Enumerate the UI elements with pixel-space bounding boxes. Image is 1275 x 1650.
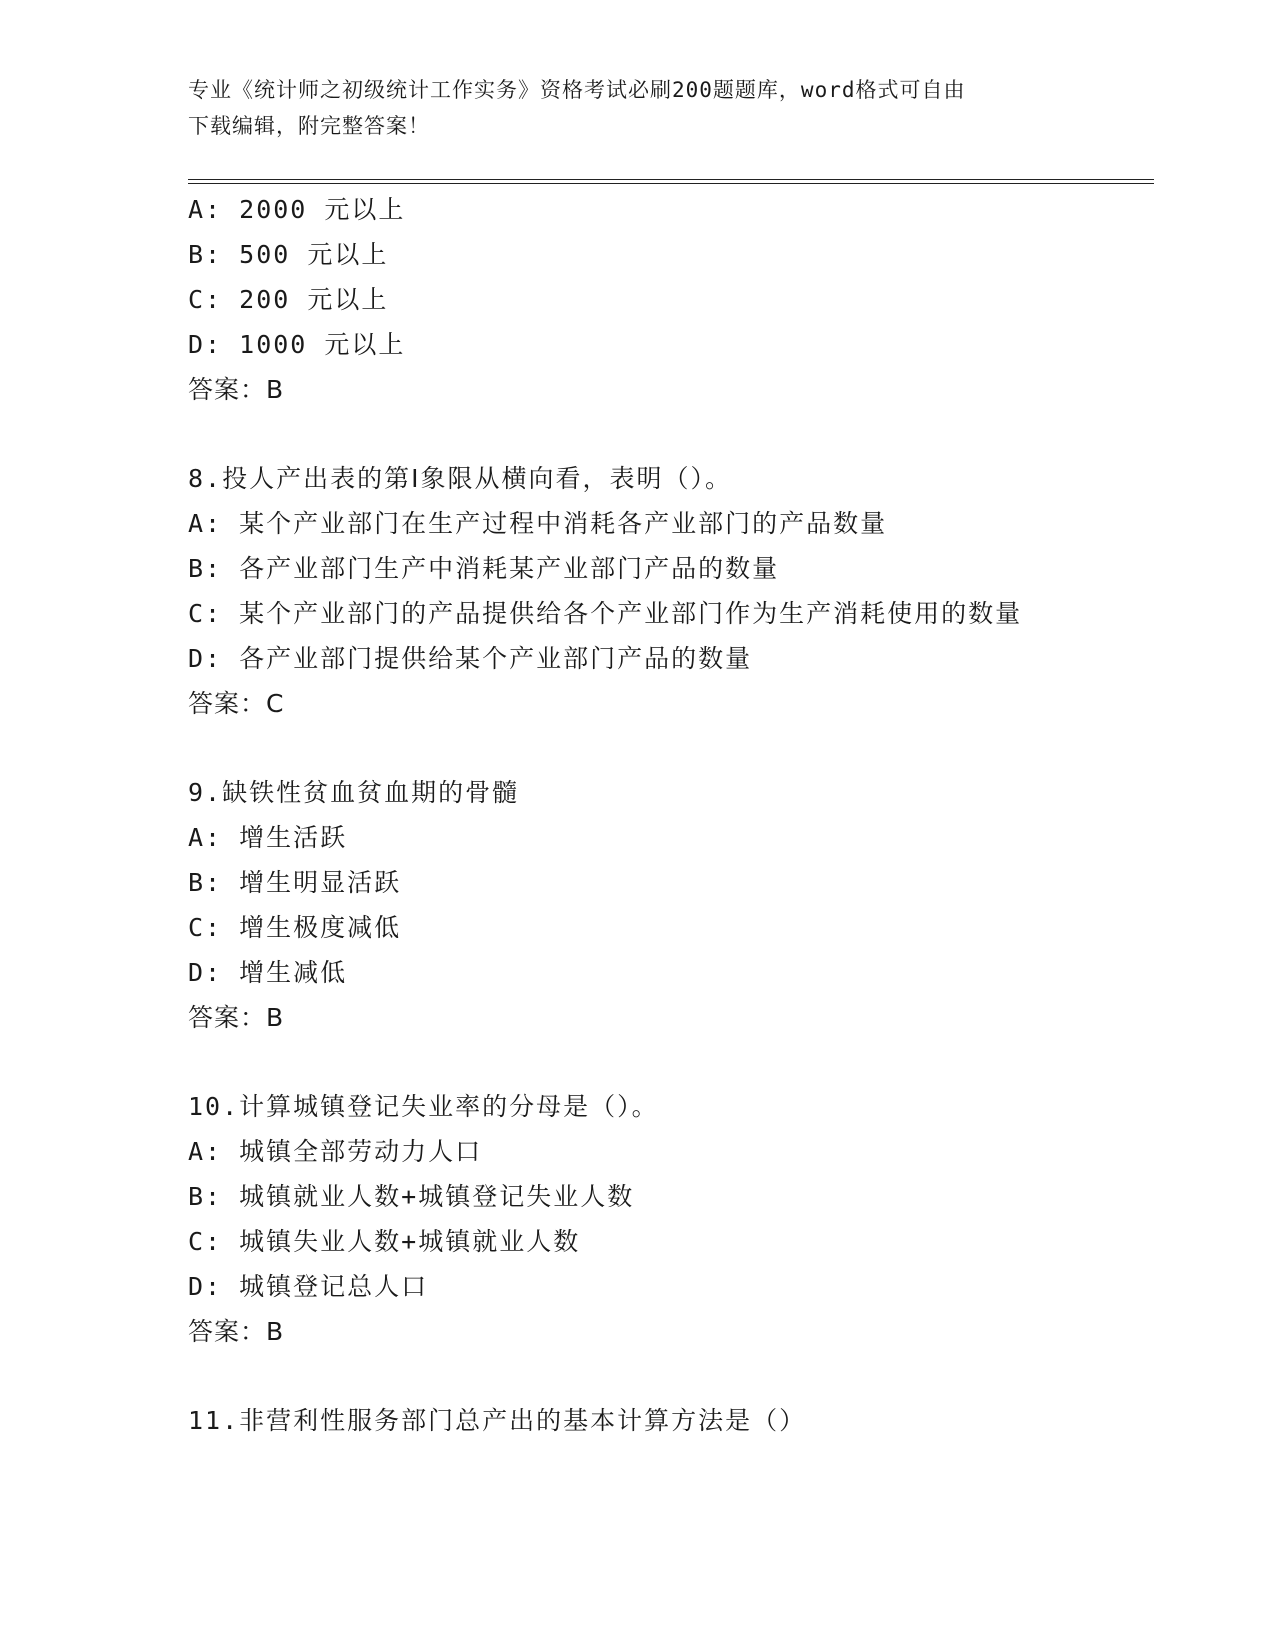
q9-option-b: B: 增生明显活跃 — [188, 868, 402, 897]
q11-question: 11.非营利性服务部门总产出的基本计算方法是（） — [188, 1406, 807, 1435]
q7-option-b: B: 500 元以上 — [188, 240, 389, 269]
q9-option-c: C: 增生极度减低 — [188, 913, 402, 942]
q8-option-b: B: 各产业部门生产中消耗某产业部门产品的数量 — [188, 554, 780, 583]
header-line-2: 下载编辑，附完整答案！ — [188, 114, 430, 138]
q10-option-b: B: 城镇就业人数+城镇登记失业人数 — [188, 1182, 635, 1211]
q7-option-d: D: 1000 元以上 — [188, 330, 406, 359]
q10-question: 10.计算城镇登记失业率的分母是（）。 — [188, 1092, 659, 1121]
q9-answer: 答案：B — [188, 1003, 285, 1032]
q10-option-a: A: 城镇全部劳动力人口 — [188, 1137, 483, 1166]
q8-option-c: C: 某个产业部门的产品提供给各个产业部门作为生产消耗使用的数量 — [188, 599, 1023, 628]
header-divider-top — [188, 179, 1154, 180]
document-header — [188, 72, 1088, 144]
header-divider-bottom — [188, 183, 1154, 184]
q10-answer: 答案：B — [188, 1317, 285, 1346]
q9-option-d: D: 增生减低 — [188, 958, 348, 987]
q8-option-d: D: 各产业部门提供给某个产业部门产品的数量 — [188, 644, 753, 673]
header-line-1: 专业《统计师之初级统计工作实务》资格考试必刷200题题库，word格式可自由 — [188, 78, 966, 102]
q7-answer: 答案：B — [188, 375, 285, 404]
q8-question: 8.投人产出表的第Ⅰ象限从横向看，表明（）。 — [188, 464, 732, 493]
q10-option-d: D: 城镇登记总人口 — [188, 1272, 429, 1301]
q7-option-a: A: 2000 元以上 — [188, 195, 406, 224]
q8-option-a: A: 某个产业部门在生产过程中消耗各产业部门的产品数量 — [188, 509, 888, 538]
q7-option-c: C: 200 元以上 — [188, 285, 389, 314]
q8-answer: 答案：C — [188, 689, 285, 718]
q9-question: 9.缺铁性贫血贫血期的骨髓 — [188, 778, 520, 807]
q10-option-c: C: 城镇失业人数+城镇就业人数 — [188, 1227, 581, 1256]
q9-option-a: A: 增生活跃 — [188, 823, 348, 852]
